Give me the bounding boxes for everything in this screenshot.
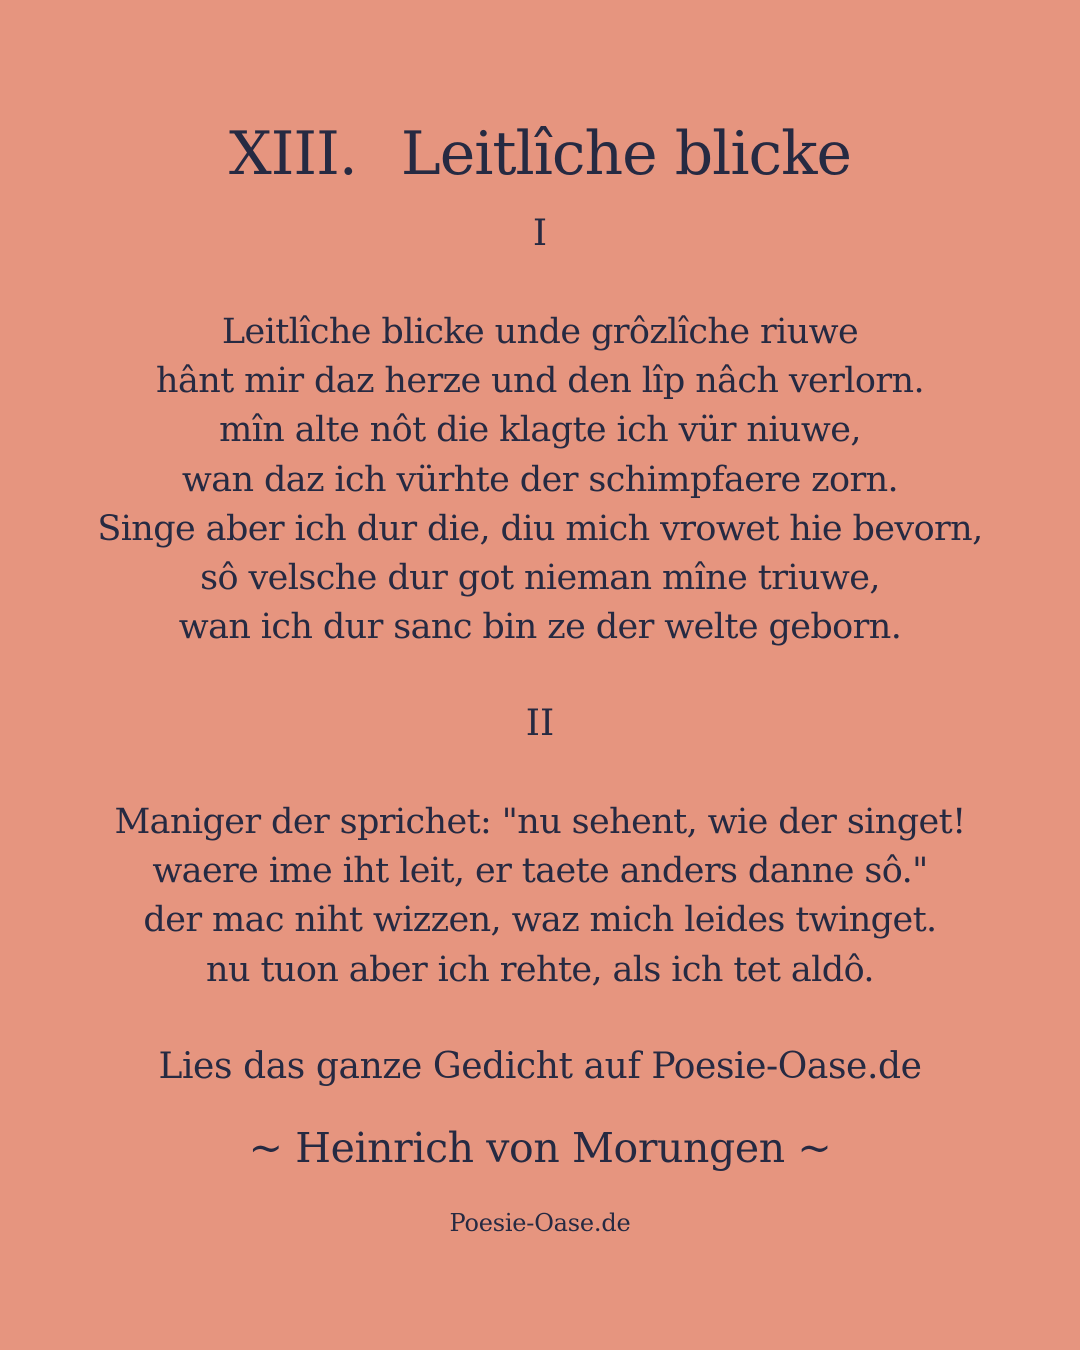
stanza-2-line-4: nu tuon aber ich rehte, als ich tet aldô. — [206, 949, 874, 990]
stanza-1 — [0, 308, 1080, 652]
title-text: Leitlîche blicke — [400, 119, 851, 189]
stanza-1-line-2: hânt mir daz herze und den lîp nâch verlorn. — [156, 361, 924, 402]
stanza-2-line-3: der mac niht wizzen, waz mich leides twinget. — [143, 900, 937, 941]
poem-title — [0, 114, 1080, 194]
stanza-1-line-4: wan daz ich vürhte der schimpfaere zorn. — [181, 459, 899, 500]
stanza-2-line-1: Maniger der sprichet: "nu sehent, wie der singet! — [114, 802, 966, 842]
stanza-2-line-2: waere ime iht leit, er taete anders danne sô." — [152, 851, 928, 892]
stanza-1-line-5: Singe aber ich dur die, diu mich vrowet hie bevorn, — [97, 508, 983, 549]
section-label-1: I — [532, 213, 548, 254]
stanza-1-line-1: Leitlîche blicke unde grôzlîche riuwe — [221, 312, 859, 352]
stanza-1-line-7: wan ich dur sanc bin ze der welte geborn. — [178, 607, 902, 648]
section-label-2: II — [525, 703, 555, 744]
author-name: ~ Heinrich von Morungen ~ — [248, 1124, 832, 1172]
stanza-2 — [0, 798, 1080, 995]
site-watermark: Poesie-Oase.de — [449, 1209, 631, 1237]
stanza-1-line-6: sô velsche dur got nieman mîne triuwe, — [200, 558, 880, 599]
read-full-poem-text: Lies das ganze Gedicht auf Poesie-Oase.de — [158, 1046, 922, 1087]
stanza-1-line-3: mîn alte nôt die klagte ich vür niuwe, — [219, 410, 861, 451]
title-number: XIII. — [228, 119, 357, 189]
